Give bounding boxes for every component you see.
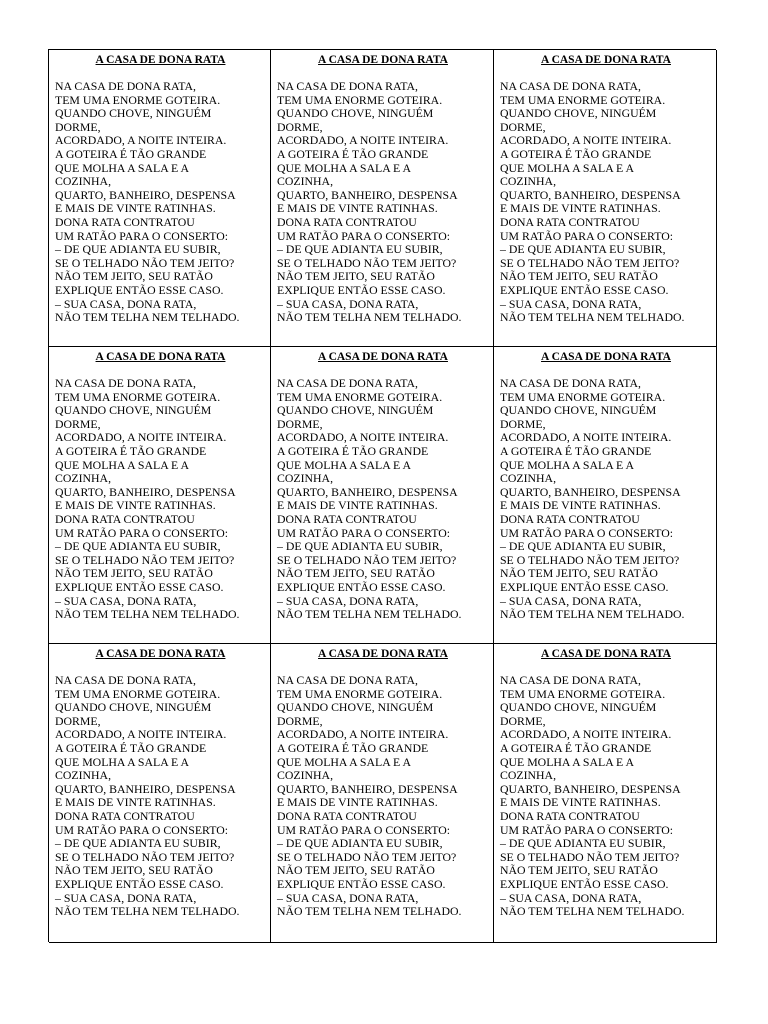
poem-line: UM RATÃO PARA O CONSERTO: [277,525,451,540]
poem-line: SE O TELHADO NÃO TEM JEITO? [500,255,680,270]
poem-line: COZINHA, [55,768,112,783]
poem-line: DORME, [55,119,101,134]
poem-card-grid [48,49,716,942]
poem-line: SE O TELHADO NÃO TEM JEITO? [55,849,235,864]
poem-line: NÃO TEM TELHA NEM TELHADO. [55,607,240,622]
poem-line: NÃO TEM JEITO, SEU RATÃO [55,566,213,581]
poem-line: NÃO TEM TELHA NEM TELHADO. [500,904,685,919]
poem-line: EXPLIQUE ENTÃO ESSE CASO. [500,579,669,594]
poem-line: A GOTEIRA É TÃO GRANDE [500,443,652,458]
poem-line: DONA RATA CONTRATOU [500,214,640,229]
poem-line: QUANDO CHOVE, NINGUÉM [277,700,434,715]
poem-line: UM RATÃO PARA O CONSERTO: [277,822,451,837]
poem-line: DORME, [277,416,323,431]
poem-line: QUARTO, BANHEIRO, DESPENSA [55,187,236,202]
poem-line: – SUA CASA, DONA RATA, [500,296,642,311]
poem-line: QUANDO CHOVE, NINGUÉM [277,403,434,418]
poem-line: QUANDO CHOVE, NINGUÉM [55,403,212,418]
poem-line: NA CASA DE DONA RATA, [277,376,418,390]
poem-line: ACORDADO, A NOITE INTEIRA. [277,133,449,148]
poem-line: NÃO TEM JEITO, SEU RATÃO [277,863,435,878]
poem-line: SE O TELHADO NÃO TEM JEITO? [55,255,235,270]
poem-line: DORME, [500,416,546,431]
poem-line: NA CASA DE DONA RATA, [277,673,418,687]
poem-line: NÃO TEM TELHA NEM TELHADO. [55,904,240,919]
poem-line: – DE QUE ADIANTA EU SUBIR, [277,836,443,851]
poem-line: – DE QUE ADIANTA EU SUBIR, [500,242,666,257]
poem-line: UM RATÃO PARA O CONSERTO: [55,822,229,837]
poem-line: UM RATÃO PARA O CONSERTO: [500,822,674,837]
poem-line: – DE QUE ADIANTA EU SUBIR, [277,539,443,554]
poem-line: A GOTEIRA É TÃO GRANDE [277,146,429,161]
poem-card [49,347,271,644]
poem-line: NÃO TEM TELHA NEM TELHADO. [55,310,240,325]
poem-line: QUANDO CHOVE, NINGUÉM [55,106,212,121]
poem-line: ACORDADO, A NOITE INTEIRA. [500,133,672,148]
poem-line: TEM UMA ENORME GOTEIRA. [277,92,443,107]
poem-line: A GOTEIRA É TÃO GRANDE [55,146,207,161]
poem-line: DORME, [500,119,546,134]
poem-line: UM RATÃO PARA O CONSERTO: [277,228,451,243]
poem-line: UM RATÃO PARA O CONSERTO: [55,525,229,540]
poem-line: QUARTO, BANHEIRO, DESPENSA [277,781,458,796]
poem-line: QUE MOLHA A SALA E A [277,160,412,175]
poem-line: ACORDADO, A NOITE INTEIRA. [277,430,449,445]
poem-line: NA CASA DE DONA RATA, [500,376,641,390]
poem-line: E MAIS DE VINTE RATINHAS. [55,795,216,810]
poem-card [271,50,494,347]
poem-line: – SUA CASA, DONA RATA, [500,890,642,905]
poem-line: TEM UMA ENORME GOTEIRA. [500,686,666,701]
poem-line: UM RATÃO PARA O CONSERTO: [500,228,674,243]
poem-line: NÃO TEM JEITO, SEU RATÃO [500,269,658,284]
poem-line: – DE QUE ADIANTA EU SUBIR, [55,242,221,257]
poem-line: A GOTEIRA É TÃO GRANDE [277,443,429,458]
poem-line: EXPLIQUE ENTÃO ESSE CASO. [500,282,669,297]
poem-line: – SUA CASA, DONA RATA, [55,296,197,311]
poem-line: COZINHA, [500,174,557,189]
poem-line: A GOTEIRA É TÃO GRANDE [55,443,207,458]
poem-line: ACORDADO, A NOITE INTEIRA. [55,727,227,742]
poem-line: QUE MOLHA A SALA E A [55,754,190,769]
poem-line: SE O TELHADO NÃO TEM JEITO? [277,849,457,864]
poem-line: TEM UMA ENORME GOTEIRA. [55,686,221,701]
poem-line: – SUA CASA, DONA RATA, [500,593,642,608]
poem-line: ACORDADO, A NOITE INTEIRA. [500,430,672,445]
poem-line: EXPLIQUE ENTÃO ESSE CASO. [55,282,224,297]
poem-line: QUANDO CHOVE, NINGUÉM [500,700,657,715]
poem-line: QUARTO, BANHEIRO, DESPENSA [55,484,236,499]
poem-card [494,347,717,644]
poem-line: DORME, [55,416,101,431]
poem-line: A GOTEIRA É TÃO GRANDE [55,740,207,755]
poem-line: QUARTO, BANHEIRO, DESPENSA [55,781,236,796]
poem-line: TEM UMA ENORME GOTEIRA. [500,389,666,404]
poem-line: DONA RATA CONTRATOU [55,808,195,823]
poem-card [494,50,717,347]
poem-line: E MAIS DE VINTE RATINHAS. [277,498,438,513]
poem-line: A GOTEIRA É TÃO GRANDE [277,740,429,755]
poem-line: ACORDADO, A NOITE INTEIRA. [55,430,227,445]
poem-line: EXPLIQUE ENTÃO ESSE CASO. [55,579,224,594]
poem-card-title: A CASA DE DONA RATA [541,648,671,660]
poem-line: QUE MOLHA A SALA E A [277,457,412,472]
poem-card-title: A CASA DE DONA RATA [541,351,671,363]
poem-line: – DE QUE ADIANTA EU SUBIR, [55,836,221,851]
poem-line: EXPLIQUE ENTÃO ESSE CASO. [277,876,446,891]
poem-line: NA CASA DE DONA RATA, [500,673,641,687]
poem-line: COZINHA, [55,471,112,486]
poem-line: NA CASA DE DONA RATA, [500,79,641,93]
poem-card [271,347,494,644]
poem-line: SE O TELHADO NÃO TEM JEITO? [500,552,680,567]
poem-line: EXPLIQUE ENTÃO ESSE CASO. [500,876,669,891]
poem-card [49,644,271,943]
poem-card [49,50,271,347]
poem-line: TEM UMA ENORME GOTEIRA. [500,92,666,107]
poem-card-title: A CASA DE DONA RATA [541,54,671,66]
poem-line: E MAIS DE VINTE RATINHAS. [55,201,216,216]
poem-line: DONA RATA CONTRATOU [277,511,417,526]
poem-line: – SUA CASA, DONA RATA, [277,890,419,905]
poem-line: E MAIS DE VINTE RATINHAS. [500,498,661,513]
poem-line: QUANDO CHOVE, NINGUÉM [500,106,657,121]
poem-line: QUARTO, BANHEIRO, DESPENSA [277,187,458,202]
poem-card-title: A CASA DE DONA RATA [95,648,226,660]
poem-line: QUANDO CHOVE, NINGUÉM [55,700,212,715]
poem-line: – DE QUE ADIANTA EU SUBIR, [277,242,443,257]
poem-line: DONA RATA CONTRATOU [277,214,417,229]
poem-line: DONA RATA CONTRATOU [55,511,195,526]
poem-line: E MAIS DE VINTE RATINHAS. [500,201,661,216]
poem-line: QUE MOLHA A SALA E A [500,160,635,175]
poem-line: NA CASA DE DONA RATA, [55,673,196,687]
poem-line: SE O TELHADO NÃO TEM JEITO? [277,552,457,567]
poem-line: SE O TELHADO NÃO TEM JEITO? [277,255,457,270]
poem-line: NÃO TEM TELHA NEM TELHADO. [277,607,462,622]
poem-line: QUARTO, BANHEIRO, DESPENSA [500,484,681,499]
poem-line: NA CASA DE DONA RATA, [55,376,196,390]
poem-line: – DE QUE ADIANTA EU SUBIR, [500,836,666,851]
poem-card-title: A CASA DE DONA RATA [318,54,448,66]
poem-line: UM RATÃO PARA O CONSERTO: [500,525,674,540]
poem-line: NÃO TEM JEITO, SEU RATÃO [500,863,658,878]
poem-line: EXPLIQUE ENTÃO ESSE CASO. [277,282,446,297]
poem-line: QUARTO, BANHEIRO, DESPENSA [500,781,681,796]
poem-line: – SUA CASA, DONA RATA, [277,593,419,608]
poem-line: COZINHA, [55,174,112,189]
poem-line: QUE MOLHA A SALA E A [500,457,635,472]
poem-line: QUANDO CHOVE, NINGUÉM [500,403,657,418]
poem-line: – DE QUE ADIANTA EU SUBIR, [500,539,666,554]
poem-line: E MAIS DE VINTE RATINHAS. [277,201,438,216]
poem-line: – SUA CASA, DONA RATA, [55,593,197,608]
poem-line: NÃO TEM JEITO, SEU RATÃO [277,566,435,581]
poem-line: COZINHA, [500,768,557,783]
poem-line: COZINHA, [500,471,557,486]
poem-line: ACORDADO, A NOITE INTEIRA. [500,727,672,742]
poem-line: ACORDADO, A NOITE INTEIRA. [277,727,449,742]
poem-line: EXPLIQUE ENTÃO ESSE CASO. [277,579,446,594]
poem-line: TEM UMA ENORME GOTEIRA. [277,686,443,701]
poem-line: QUANDO CHOVE, NINGUÉM [277,106,434,121]
poem-line: TEM UMA ENORME GOTEIRA. [55,92,221,107]
poem-line: QUE MOLHA A SALA E A [55,160,190,175]
poem-line: DONA RATA CONTRATOU [55,214,195,229]
poem-line: NÃO TEM JEITO, SEU RATÃO [500,566,658,581]
poem-card [271,644,494,943]
poem-line: COZINHA, [277,471,334,486]
poem-line: E MAIS DE VINTE RATINHAS. [55,498,216,513]
poem-line: ACORDADO, A NOITE INTEIRA. [55,133,227,148]
poem-line: SE O TELHADO NÃO TEM JEITO? [55,552,235,567]
poem-card-title: A CASA DE DONA RATA [95,351,226,363]
poem-line: COZINHA, [277,768,334,783]
poem-line: – SUA CASA, DONA RATA, [277,296,419,311]
poem-card-title: A CASA DE DONA RATA [318,648,448,660]
poem-card [494,644,717,943]
poem-line: DORME, [277,713,323,728]
poem-line: QUE MOLHA A SALA E A [55,457,190,472]
poem-line: NÃO TEM TELHA NEM TELHADO. [277,904,462,919]
poem-line: NÃO TEM TELHA NEM TELHADO. [500,607,685,622]
poem-line: – SUA CASA, DONA RATA, [55,890,197,905]
poem-line: COZINHA, [277,174,334,189]
poem-line: E MAIS DE VINTE RATINHAS. [277,795,438,810]
poem-line: QUARTO, BANHEIRO, DESPENSA [277,484,458,499]
poem-line: DONA RATA CONTRATOU [277,808,417,823]
poem-line: TEM UMA ENORME GOTEIRA. [55,389,221,404]
poem-card-title: A CASA DE DONA RATA [95,54,226,66]
poem-line: TEM UMA ENORME GOTEIRA. [277,389,443,404]
poem-line: – DE QUE ADIANTA EU SUBIR, [55,539,221,554]
poem-line: DORME, [500,713,546,728]
poem-line: NÃO TEM JEITO, SEU RATÃO [277,269,435,284]
poem-line: NÃO TEM JEITO, SEU RATÃO [55,269,213,284]
poem-line: A GOTEIRA É TÃO GRANDE [500,146,652,161]
poem-line: E MAIS DE VINTE RATINHAS. [500,795,661,810]
poem-line: QUE MOLHA A SALA E A [277,754,412,769]
poem-line: QUARTO, BANHEIRO, DESPENSA [500,187,681,202]
poem-line: A GOTEIRA É TÃO GRANDE [500,740,652,755]
poem-line: QUE MOLHA A SALA E A [500,754,635,769]
poem-line: NA CASA DE DONA RATA, [277,79,418,93]
poem-line: DORME, [277,119,323,134]
poem-line: NÃO TEM TELHA NEM TELHADO. [500,310,685,325]
poem-line: SE O TELHADO NÃO TEM JEITO? [500,849,680,864]
poem-line: DORME, [55,713,101,728]
poem-line: EXPLIQUE ENTÃO ESSE CASO. [55,876,224,891]
poem-line: NA CASA DE DONA RATA, [55,79,196,93]
poem-card-title: A CASA DE DONA RATA [318,351,448,363]
poem-line: NÃO TEM TELHA NEM TELHADO. [277,310,462,325]
poem-line: DONA RATA CONTRATOU [500,511,640,526]
poem-line: DONA RATA CONTRATOU [500,808,640,823]
poem-line: UM RATÃO PARA O CONSERTO: [55,228,229,243]
poem-line: NÃO TEM JEITO, SEU RATÃO [55,863,213,878]
